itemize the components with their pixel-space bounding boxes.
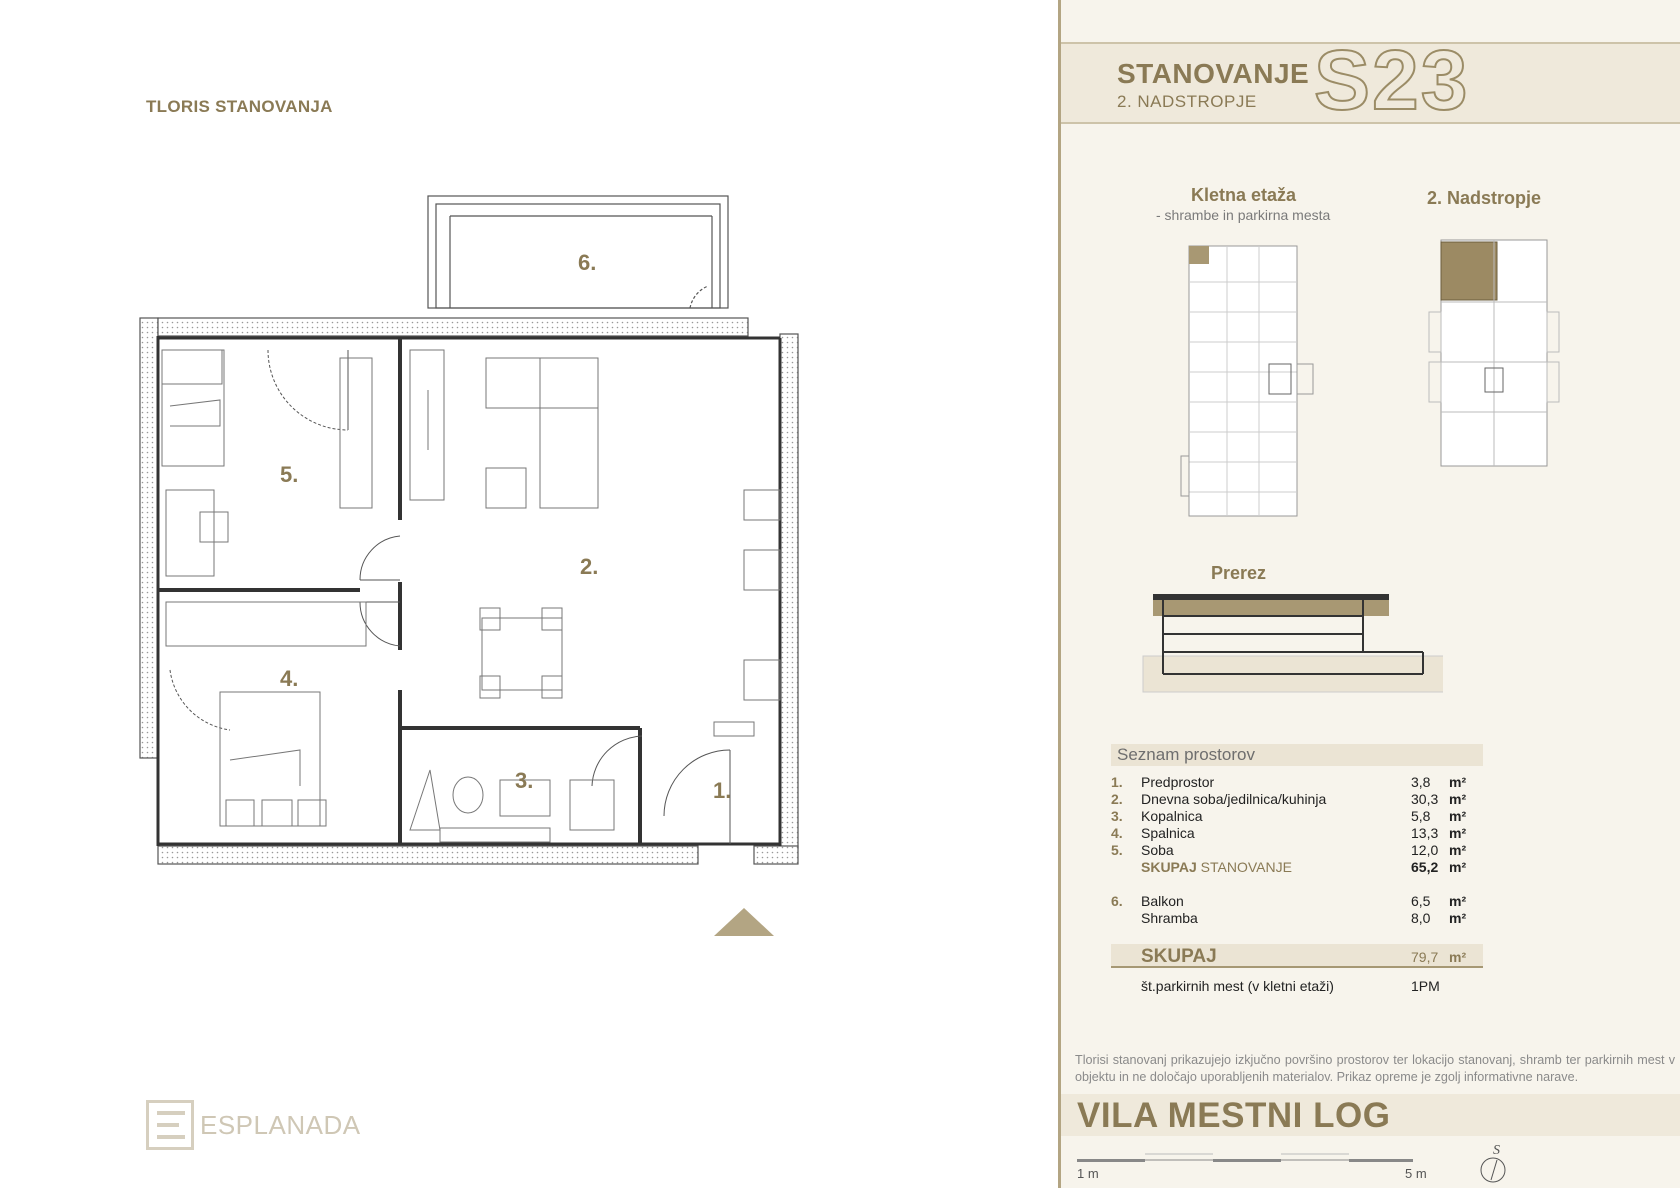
list-item: 4. Spalnica 13,3 m² [1111,825,1467,841]
logo-text: ESPLANADA [200,1110,361,1140]
esplanada-logo-mark-icon [146,1100,194,1150]
furniture [162,350,780,842]
list-item: 2. Dnevna soba/jedilnica/kuhinja 30,3 m² [1111,791,1467,807]
basement-subtitle: - shrambe in parkirna mesta [1156,207,1331,223]
section-diagram [1123,588,1443,698]
room-list-title: Seznam prostorov [1111,744,1483,766]
plan-title: TLORIS STANOVANJA [146,97,333,116]
basement-key-plan [1159,232,1369,532]
north-arrow-icon [1477,1140,1517,1184]
list-item: 6. Balkon 6,5 m² [1111,893,1467,909]
room-label-1: 1. [713,778,732,803]
entrance-triangle-icon [714,908,774,936]
doors [170,350,730,844]
list-item: 5. Soba 12,0 m² [1111,842,1467,858]
total-area: 79,7 [1411,949,1439,965]
footer-band [1061,1094,1680,1136]
room-label-5: 5. [280,462,299,487]
apartment-code: S23 [1314,33,1470,127]
list-item: 3. Kopalnica 5,8 m² [1111,808,1467,824]
esplanada-logo [146,1100,396,1152]
subtotal-row: SKUPAJ STANOVANJE 65,2 m² [1141,859,1467,875]
interior-walls [158,338,640,844]
list-item: 1. Predprostor 3,8 m² [1111,774,1467,790]
project-name: VILA MESTNI LOG [1077,1096,1391,1135]
info-panel [1058,0,1680,1188]
total-label: SKUPAJ [1141,946,1217,967]
room-label-6: 6. [578,250,597,275]
scale-start: 1 m [1077,1166,1099,1181]
floor-title: 2. Nadstropje [1427,188,1542,208]
apartment-title: STANOVANJE [1117,58,1310,89]
parking-value: 1PM [1411,978,1440,994]
room-label-4: 4. [280,666,299,691]
spacer [1111,876,1491,893]
total-row [1111,944,1483,968]
disclaimer: Tlorisi stanovanj prikazujejo izkjučno površino prostorov ter lokacijo stanovanj, shramb ter parkirnih mest v objektu in ne določajo uporabljenih materialov. Prikaz opreme je zgolj informativne narave. [1075,1053,1675,1084]
scale-bar [1077,1150,1417,1164]
room-label-3: 3. [515,768,534,793]
list-item: Shramba 8,0 m² [1141,910,1467,926]
apartment-floor: 2. NADSTROPJE [1117,92,1257,111]
apartment-header [1061,33,1680,127]
basement-title: Kletna etaža [1191,185,1297,205]
scale-end: 5 m [1405,1166,1427,1181]
room-label-2: 2. [580,554,599,579]
floor-key-plan [1401,232,1611,492]
section-title: Prerez [1211,563,1267,583]
room-list [1111,774,1491,927]
floor-plan-drawing [130,190,810,950]
total-unit: m² [1449,949,1467,965]
parking-label: št.parkirnih mest (v kletni etaži) [1141,978,1334,994]
north-letter: S [1493,1143,1500,1158]
